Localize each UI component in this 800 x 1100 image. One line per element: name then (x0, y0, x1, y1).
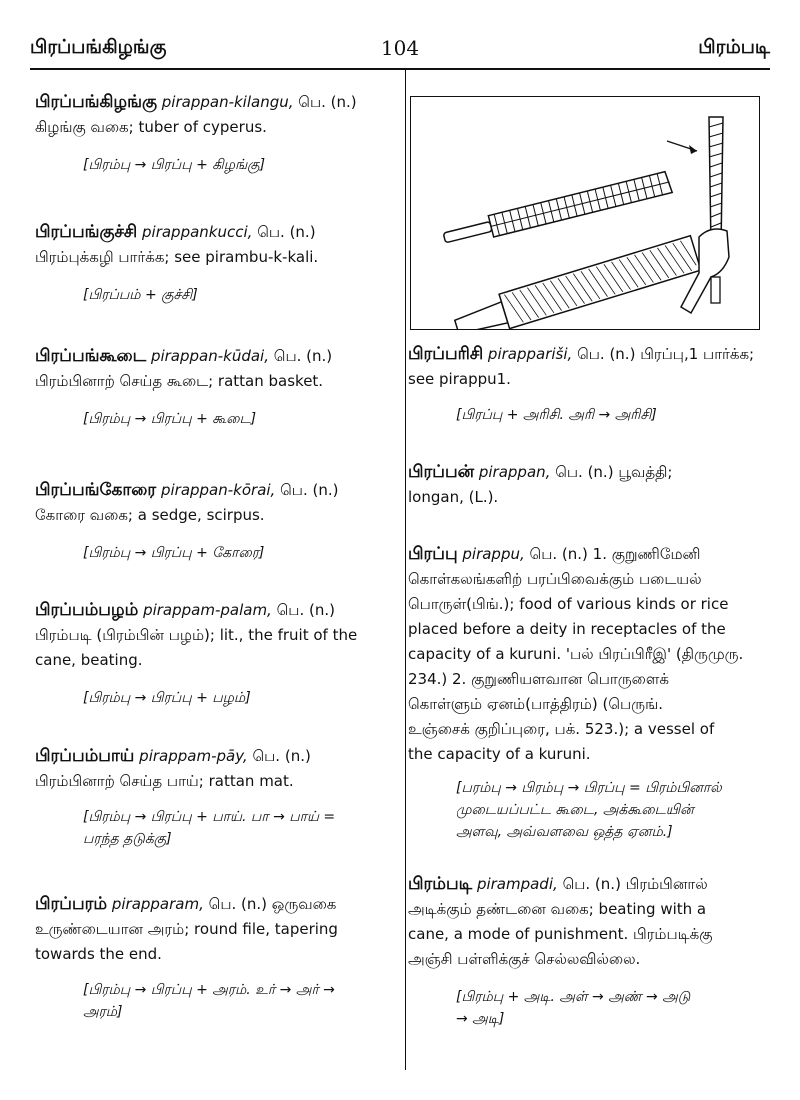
part-of-speech: பெ. (n.) பிரப்பு,1 பார்க்க; (577, 345, 755, 363)
definition-line: cane, beating. (35, 651, 143, 669)
part-of-speech: பெ. (n.) 1. குறுணிமேனி (529, 545, 701, 563)
headword: பிரப்பங்கூடை (35, 346, 147, 366)
dictionary-entry (35, 744, 390, 850)
headword: பிரப்பம்பழம் (35, 600, 139, 620)
headword: பிரப்பு (408, 544, 458, 564)
transliteration: pirappankucci, (142, 223, 253, 241)
definition-line: பொருள்(பிங்.); food of various kinds or rice (408, 595, 729, 613)
etymology: [பிரம்பு + அடி. அள் → அண் → அடு (456, 989, 691, 1005)
definition-line: அஞ்சி பள்ளிக்குச் செல்லவில்லை. (408, 950, 641, 968)
dictionary-entry (35, 220, 390, 306)
etymology: அளவு, அவ்வளவை ஒத்த ஏனம்.] (456, 824, 673, 840)
transliteration: pirappan, (478, 463, 551, 481)
etymology: [பிரம்பு → பிரப்பு + பாய். பா → பாய் = (83, 809, 336, 825)
etymology: முடையப்பட்ட கூடை, அக்கூடையின் (456, 802, 694, 818)
part-of-speech: பெ. (n.) (276, 601, 335, 619)
definition-line: பிரம்படி (பிரம்பின் பழம்); lit., the fruit of the (35, 626, 358, 644)
etymology: [பிரப்பு + அரிசி. அரி → அரிசி] (456, 407, 657, 423)
definition-line: கோரை வகை; a sedge, scirpus. (35, 506, 265, 524)
dictionary-entry (35, 90, 390, 176)
part-of-speech: பெ. (n.) பிரம்பினால் (562, 875, 708, 893)
etymology: → அடி] (456, 1011, 505, 1027)
definition-line: 234.) 2. குறுணியளவான பொருளைக் (408, 670, 669, 688)
definition-line: உருண்டையான அரம்; round file, tapering (35, 920, 338, 938)
dictionary-entry (35, 892, 390, 1023)
column-divider (405, 70, 406, 1070)
definition-line: உஞ்சைக் குறிப்புரை, பக். 523.); a vessel of (408, 720, 715, 738)
transliteration: pirappam-palam, (143, 601, 272, 619)
transliteration: pirappan-kōrai, (160, 481, 276, 499)
definition-line: placed before a deity in receptacles of the (408, 620, 726, 638)
headword: பிரப்பங்கோரை (35, 480, 157, 500)
file-illustration (410, 96, 760, 330)
etymology: [பிரம்பு → பிரப்பு + அரம். உர் → அர் → (83, 982, 335, 998)
definition-line: அடிக்கும் தண்டனை வகை; beating with a (408, 900, 707, 918)
etymology: பரந்த தடுக்கு] (83, 831, 172, 847)
part-of-speech: பெ. (n.) பூவத்தி; (555, 463, 673, 481)
transliteration: pirappan-kilangu, (161, 93, 294, 111)
part-of-speech: பெ. (n.) (280, 481, 339, 499)
headword: பிரப்பங்கிழங்கு (35, 92, 157, 112)
etymology: [பிரம்பு → பிரப்பு + பழம்] (83, 690, 251, 706)
transliteration: pirampadi, (476, 875, 558, 893)
etymology: அரம்] (83, 1004, 123, 1020)
file-tools-illustration-icon (411, 97, 759, 329)
transliteration: pirappam-pāy, (139, 747, 248, 765)
dictionary-entry (408, 342, 780, 426)
part-of-speech: பெ. (n.) (298, 93, 357, 111)
part-of-speech: பெ. (n.) ஒருவகை (208, 895, 337, 913)
definition-line: பிரம்பினாற் செய்த பாய்; rattan mat. (35, 772, 294, 790)
dictionary-entry (35, 598, 390, 709)
headword: பிரப்பன் (408, 462, 475, 482)
headword: பிரப்பரிசி (408, 344, 484, 364)
page-number: 104 (380, 36, 420, 60)
headword: பிரப்பரம் (35, 894, 108, 914)
definition-line: கொள்கலங்களிற் பரப்பிவைக்கும் படையல் (408, 570, 702, 588)
etymology: [பிரப்பம் + குச்சி] (83, 287, 198, 303)
definition-line: பிரம்புக்கழி பார்க்க; see pirambu-k-kali. (35, 248, 319, 266)
definition-line: longan, (L.). (408, 488, 499, 506)
dictionary-entry (408, 460, 780, 510)
headword: பிரப்பங்குச்சி (35, 222, 138, 242)
transliteration: pirappariši, (487, 345, 573, 363)
header-left-guideword: பிரப்பங்கிழங்கு (30, 36, 167, 58)
definition-line: பிரம்பினாற் செய்த கூடை; rattan basket. (35, 372, 324, 390)
definition-line: cane, a mode of punishment. பிரம்படிக்கு (408, 925, 713, 943)
page-header (30, 28, 770, 70)
etymology: [பிரம்பு → பிரப்பு + கிழங்கு] (83, 157, 266, 173)
headword: பிரப்பம்பாய் (35, 746, 135, 766)
etymology: [பிரம்பு → பிரப்பு + கோரை] (83, 545, 265, 561)
dictionary-entry (35, 478, 390, 564)
header-right-guideword: பிரம்படி (698, 36, 770, 58)
definition-line: கொள்ளும் ஏனம்(பாத்திரம்) (பெருங். (408, 695, 663, 713)
definition-line: கிழங்கு வகை; tuber of cyperus. (35, 118, 267, 136)
part-of-speech: பெ. (n.) (273, 347, 333, 365)
definition-line: towards the end. (35, 945, 162, 963)
definition-line: the capacity of a kuruni. (408, 745, 591, 763)
dictionary-entry (35, 344, 390, 430)
etymology: [பிரம்பு → பிரப்பு + கூடை] (83, 411, 257, 427)
definition-line: see pirappu1. (408, 370, 511, 388)
part-of-speech: பெ. (n.) (252, 747, 311, 765)
etymology: [பரம்பு → பிரம்பு → பிரப்பு = பிரம்பினால் (456, 780, 722, 796)
transliteration: pirappan-kūdai, (150, 347, 269, 365)
dictionary-entry (408, 872, 780, 1030)
transliteration: pirapparam, (111, 895, 204, 913)
definition-line: capacity of a kuruni. 'பல் பிரப்பிரீஇ' (திருமுரு. (408, 645, 744, 663)
headword: பிரம்படி (408, 874, 473, 894)
dictionary-entry (408, 542, 780, 843)
transliteration: pirappu, (462, 545, 525, 563)
part-of-speech: பெ. (n.) (257, 223, 316, 241)
